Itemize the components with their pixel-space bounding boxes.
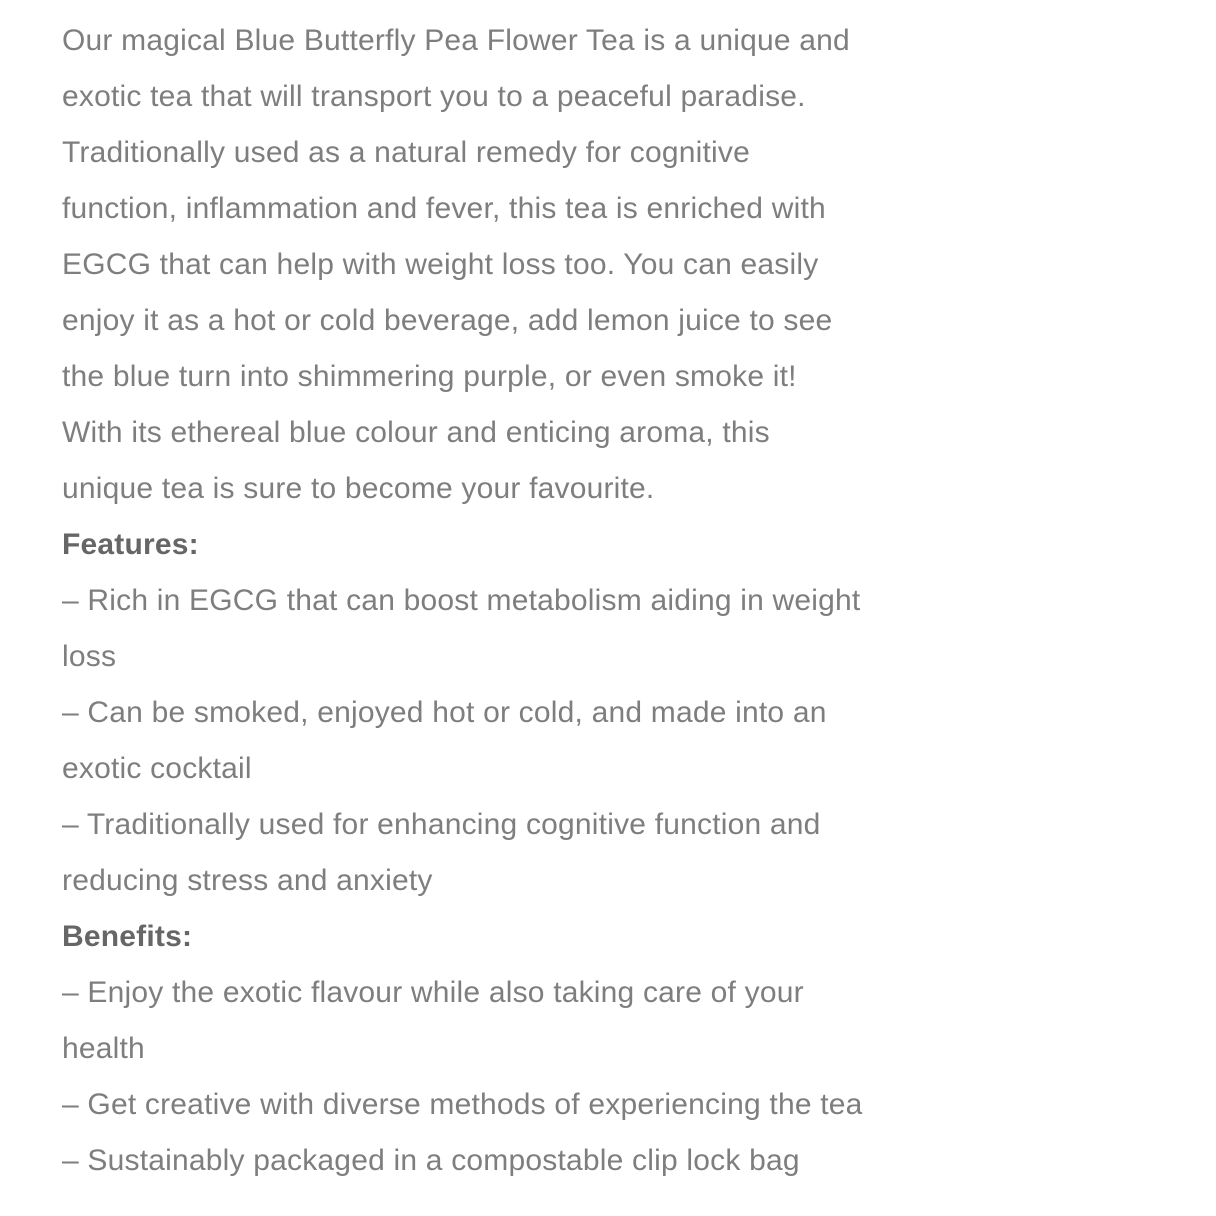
description-line: unique tea is sure to become your favourite. [62,472,655,505]
benefit-item-line: health [62,1032,145,1065]
benefit-item-line: – Get creative with diverse methods of experiencing the tea [62,1088,863,1121]
description-line: Our magical Blue Butterfly Pea Flower Tea is a unique and [62,24,850,57]
description-line: exotic tea that will transport you to a peaceful paradise. [62,80,806,113]
feature-item-line: exotic cocktail [62,752,252,785]
feature-item-line: – Can be smoked, enjoyed hot or cold, and made into an [62,696,827,729]
description-line: the blue turn into shimmering purple, or even smoke it! [62,360,797,393]
description-line: enjoy it as a hot or cold beverage, add lemon juice to see [62,304,833,337]
features-heading: Features: [62,528,199,561]
feature-item-line: loss [62,640,117,673]
feature-item-line: – Rich in EGCG that can boost metabolism aiding in weight [62,584,861,617]
benefits-heading: Benefits: [62,920,193,953]
feature-item-line: reducing stress and anxiety [62,864,433,897]
description-line: function, inflammation and fever, this tea is enriched with [62,192,826,225]
description-line: Traditionally used as a natural remedy for cognitive [62,136,750,169]
feature-item-line: – Traditionally used for enhancing cognitive function and [62,808,821,841]
description-line: With its ethereal blue colour and enticing aroma, this [62,416,770,449]
benefit-item-line: – Enjoy the exotic flavour while also taking care of your [62,976,804,1009]
description-line: EGCG that can help with weight loss too. You can easily [62,248,819,281]
benefit-item-line: – Sustainably packaged in a compostable clip lock bag [62,1144,800,1177]
